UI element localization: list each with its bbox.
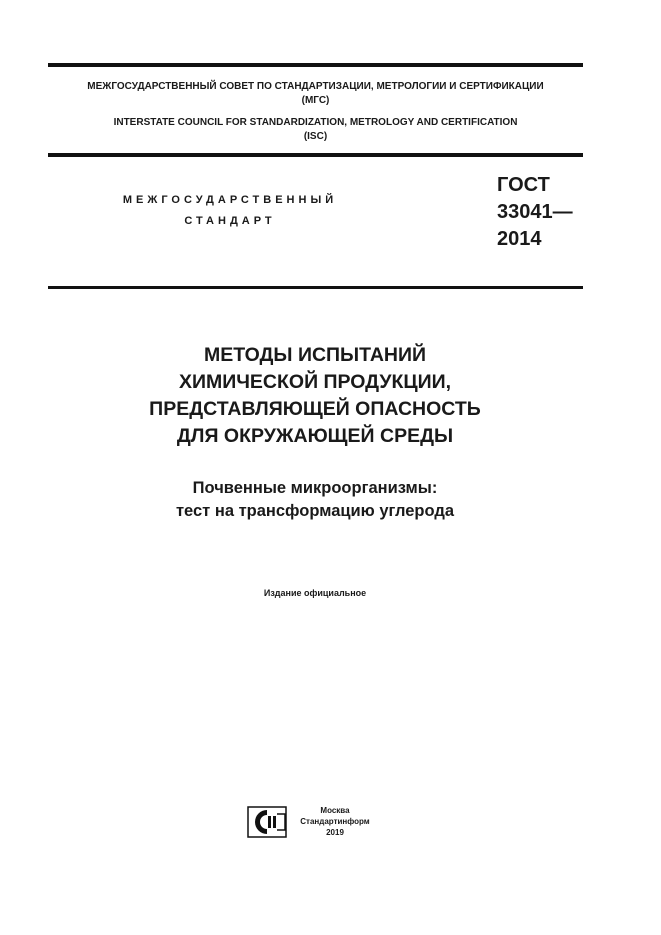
title-divider <box>48 286 583 289</box>
standard-type-line2: СТАНДАРТ <box>184 215 276 227</box>
designation-year: 2014 <box>497 228 542 250</box>
publisher-logo-icon <box>247 806 287 838</box>
council-header <box>48 80 583 144</box>
council-name-ru: МЕЖГОСУДАРСТВЕННЫЙ СОВЕТ ПО СТАНДАРТИЗАЦИИ, МЕТРОЛОГИИ И СЕРТИФИКАЦИИ <box>87 81 544 92</box>
standard-type-line1: МЕЖГОСУДАРСТВЕННЫЙ <box>122 194 338 206</box>
standard-type <box>70 190 390 232</box>
title-line4: ДЛЯ ОКРУЖАЮЩЕЙ СРЕДЫ <box>176 425 454 447</box>
document-title <box>100 342 530 450</box>
top-divider <box>48 63 583 67</box>
publisher-year: 2019 <box>326 828 344 837</box>
title-line2: ХИМИЧЕСКОЙ ПРОДУКЦИИ, <box>178 371 452 393</box>
subtitle-line1: Почвенные микроорганизмы: <box>192 479 438 497</box>
document-subtitle <box>100 477 530 523</box>
edition-label: Издание официальное <box>263 588 367 598</box>
designation-prefix: ГОСТ <box>497 174 550 196</box>
council-abbr-en: (ISC) <box>303 131 328 142</box>
title-line1: МЕТОДЫ ИСПЫТАНИЙ <box>203 344 427 366</box>
title-line3: ПРЕДСТАВЛЯЮЩЕЙ ОПАСНОСТЬ <box>149 398 481 420</box>
standard-designation <box>497 172 573 253</box>
header-divider <box>48 153 583 157</box>
subtitle-line2: тест на трансформацию углерода <box>175 502 455 520</box>
publisher-city: Москва <box>320 806 350 815</box>
publisher-info <box>295 805 375 838</box>
council-abbr-ru: (МГС) <box>301 95 330 106</box>
designation-number: 33041— <box>497 201 573 223</box>
publisher-name: Стандартинформ <box>300 817 370 826</box>
council-name-en: INTERSTATE COUNCIL FOR STANDARDIZATION, METROLOGY AND CERTIFICATION <box>113 117 518 128</box>
